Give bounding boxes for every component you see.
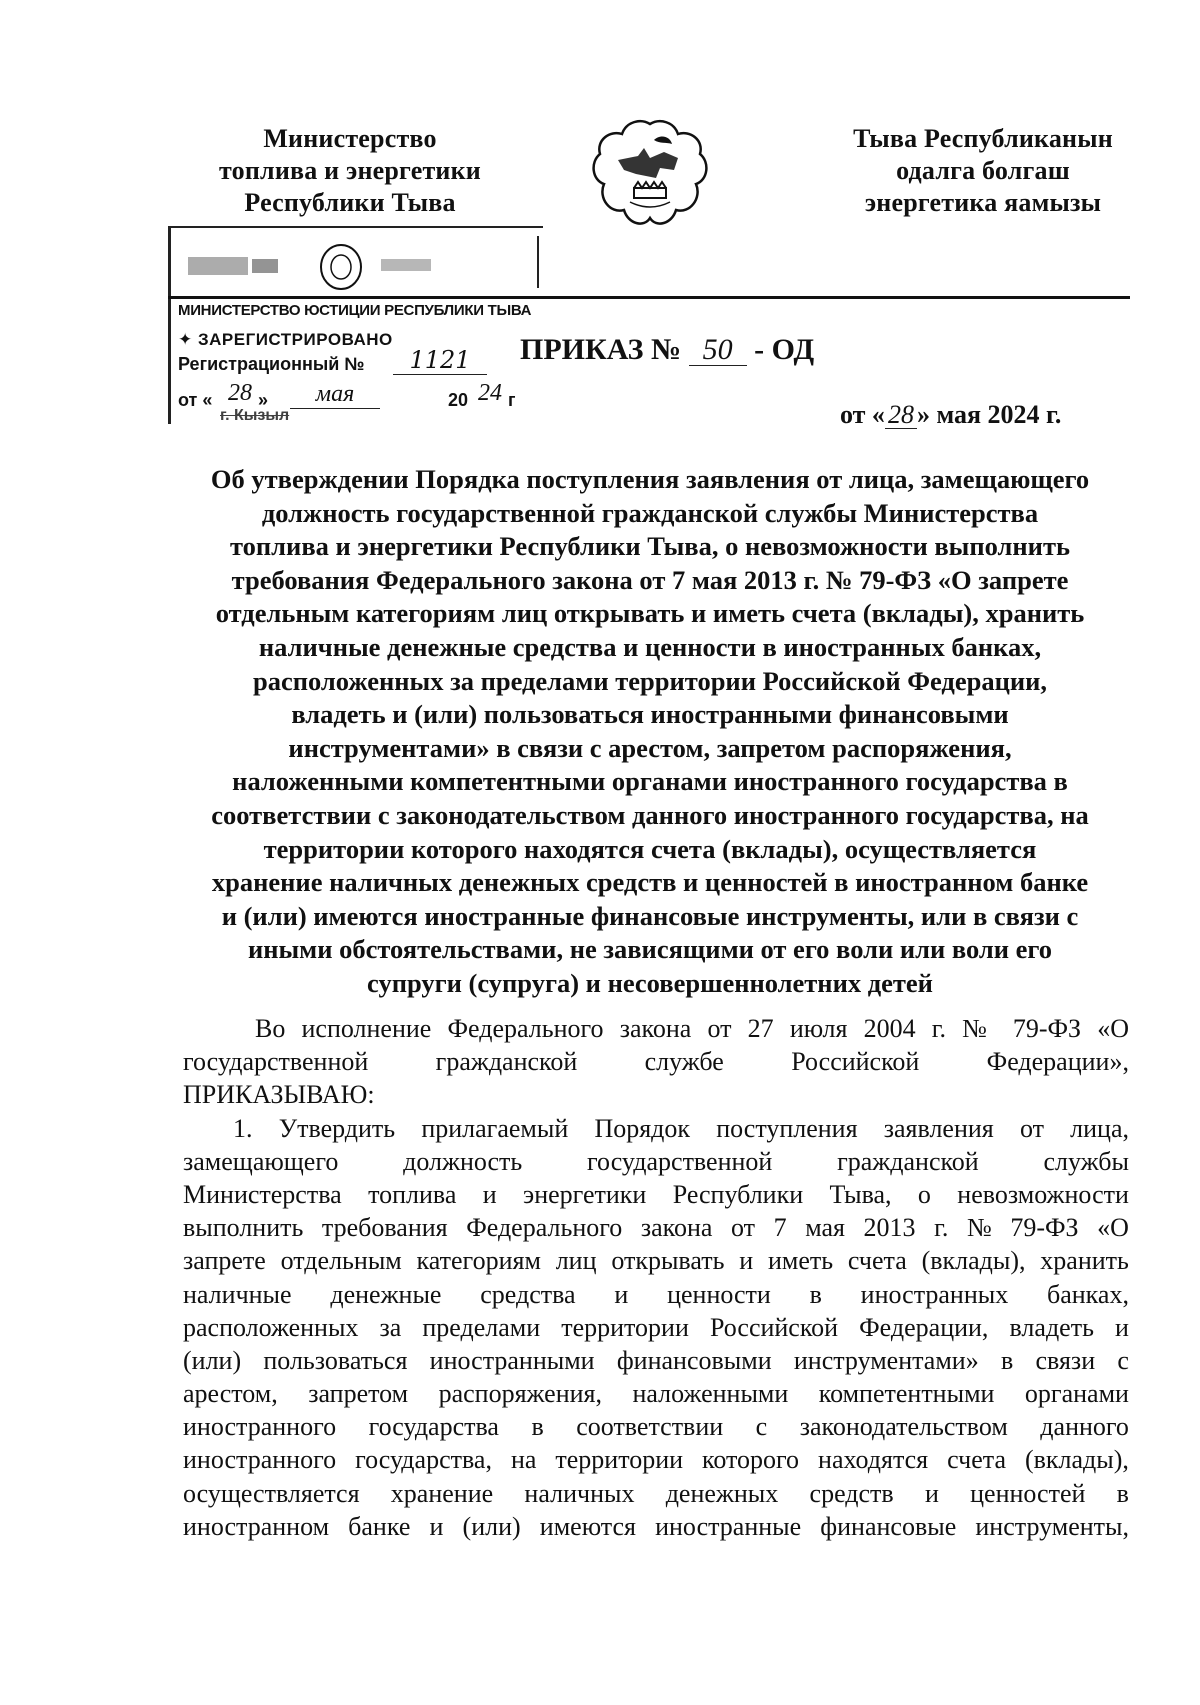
tuva-coat-of-arms-icon [590,118,710,230]
body-line: Министерства топлива и энергетики Республики Тыва, о невозможности [183,1179,1129,1209]
subject-line: инструментами» в связи с арестом, запретом распоряжения, [288,732,1012,763]
order-date-prefix: от « [840,400,885,429]
stamp-date-prefix [178,390,212,411]
stamp-registered-text [178,330,393,350]
subject-line: топлива и энергетики Республики Тыва, о невозможности выполнить [230,531,1070,562]
subject-line: хранение наличных денежных средств и ценностей в иностранном банке [211,867,1089,898]
order-number: 50 [689,335,747,366]
order-title-prefix: ПРИКАЗ № [520,333,682,366]
subject-line: иными обстоятельствами, не зависящими от его воли или воли его [247,934,1053,965]
header-right-line: Тыва Республиканын [853,124,1113,153]
body-line: государственной гражданской службе Российской Федерации», [183,1047,1129,1077]
stamp-date-month: мая [290,380,380,409]
subject-line: и (или) имеются иностранные финансовые инструменты, или в связи с [221,900,1079,931]
header-divider-line [168,296,1130,299]
header-left-line: Министерство [263,124,437,153]
stamp-year-suffix: г [508,390,516,410]
order-body [183,1012,1129,1543]
stamp-date-day: 28 [228,380,252,406]
stamp-mark-icon: ✦ [178,330,198,349]
stamp-registered-label: ЗАРЕГИСТРИРОВАНО [197,330,393,349]
order-subject [170,463,1130,1001]
body-line: расположенных за пределами территории Российской Федерации, владеть и [183,1312,1129,1342]
subject-line: наличные денежные средства и ценности в иностранных банках, [258,631,1042,662]
body-line: замещающего должность государственной гражданской службы [183,1146,1129,1176]
subject-line: отдельным категориям лиц открывать и иметь счета (вклады), хранить [215,598,1085,629]
body-line: 1. Утвердить прилагаемый Порядок поступления заявления от лица, [233,1113,1129,1143]
subject-line: Об утверждении Порядка поступления заявления от лица, замещающего [210,464,1090,494]
subject-line: владеть и (или) пользоваться иностранными финансовыми [291,699,1009,730]
subject-line: наложенными компетентными органами иностранного государства в [232,766,1068,797]
subject-line: соответствии с законодательством данного иностранного государства, на [211,799,1089,830]
order-date-suffix: » мая 2024 г. [916,400,1062,429]
stamp-seal-icon [186,243,476,291]
subject-line: расположенных за пределами территории Российской Федерации, [252,665,1048,696]
order-date [840,400,1061,430]
stamp-city: г. Кызыл [220,407,290,424]
body-line: Во исполнение Федерального закона от 27 июля 2004 г. № 79-ФЗ «О [255,1014,1129,1043]
stamp-ministry-text: МИНИСТЕРСТВО ЮСТИЦИИ РЕСПУБЛИКИ ТЫВА [178,302,532,319]
header-left-line: топлива и энергетики [219,156,481,185]
subject-line: должность государственной гражданской службы Министерства [261,497,1039,528]
body-line: осуществляется хранение наличных денежных средств и ценностей в [183,1478,1129,1508]
subject-line: территории которого находятся счета (вклады), осуществляется [263,833,1037,864]
ministry-name-tuvan [818,123,1148,219]
stamp-year-prefix: 20 [448,390,469,410]
stamp-date-year: 24 [478,380,502,406]
body-line: иностранном банке и (или) имеются иностранные финансовые инструменты, [183,1511,1129,1541]
subject-line: супруги (супруга) и несовершеннолетних детей [367,967,933,998]
stamp-reg-number: 1121 [393,346,487,375]
body-line: иностранного государства в соответствии с законодательством данного [183,1412,1129,1442]
body-line: ПРИКАЗЫВАЮ: [183,1080,375,1110]
stamp-date-from: от « [178,390,213,410]
subject-line: требования Федерального закона от 7 мая 2013 г. № 79-ФЗ «О запрете [231,564,1069,595]
stamp-day-suffix: » [258,390,269,410]
body-line: наличные денежные средства и ценности в иностранных банках, [183,1279,1129,1309]
stamp-reg-number-label: Регистрационный № [178,354,365,374]
body-line: иностранного государства, на территории которого находятся счета (вклады), [183,1445,1129,1475]
header-left-line: Республики Тыва [244,188,456,217]
header-right-line: одалга болгаш [896,156,1070,185]
body-line: запрете отдельным категориям лиц открывать и иметь счета (вклады), хранить [183,1246,1129,1276]
order-date-day: 28 [885,402,917,429]
body-line: (или) пользоваться иностранными финансовыми инструментами» в связи с [183,1345,1129,1375]
order-title [520,333,814,367]
ministry-name-russian [190,123,510,219]
header-right-line: энергетика яамызы [864,188,1102,217]
stamp-divider [537,236,539,288]
order-title-suffix: - ОД [754,333,815,366]
body-line: арестом, запретом распоряжения, наложенными компетентными органами [183,1379,1129,1409]
body-line: выполнить требования Федерального закона от 7 мая 2013 г. № 79-ФЗ «О [183,1213,1129,1243]
